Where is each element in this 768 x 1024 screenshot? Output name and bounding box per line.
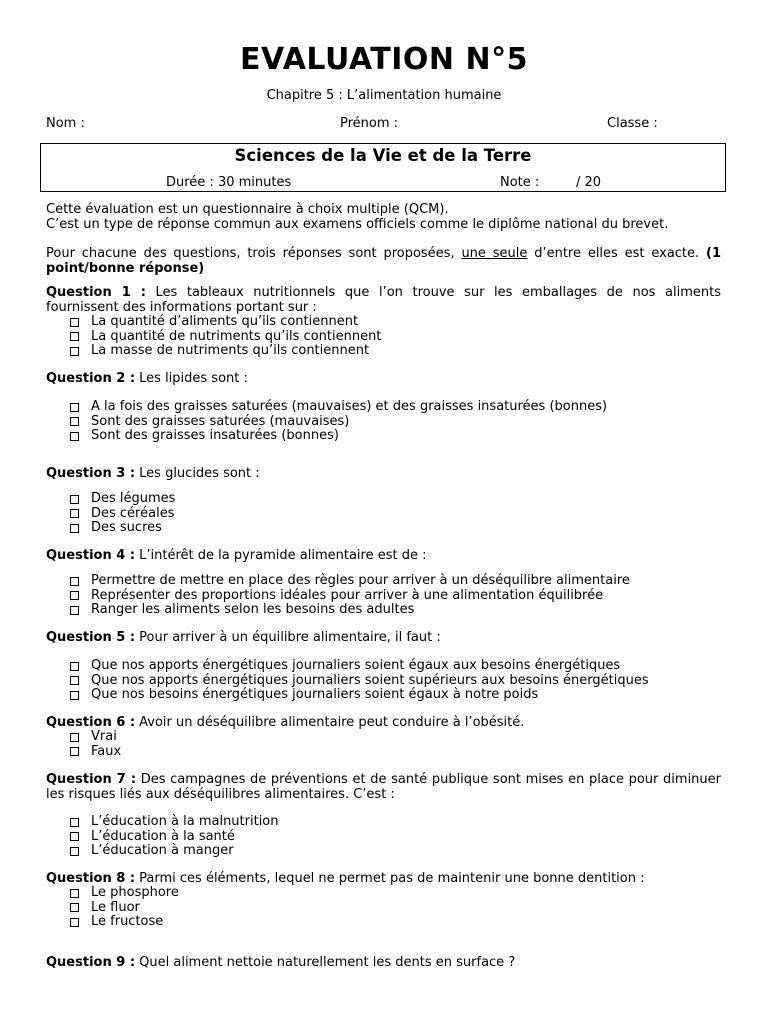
checkbox-icon[interactable] (70, 591, 79, 600)
checkbox-icon[interactable] (70, 818, 79, 827)
option-8c[interactable] (70, 915, 179, 930)
option-1b[interactable] (70, 330, 381, 345)
checkbox-icon[interactable] (70, 918, 79, 927)
nom-label: Nom : (46, 116, 85, 131)
option-5a[interactable] (70, 659, 649, 674)
question-7-text: Des campagnes de préventions et de santé publique sont mises en place pour diminuer les risques liés aux déséquilibres alimentaires. C’est : (46, 772, 722, 802)
option-label: Le phosphore (91, 885, 179, 900)
option-3b[interactable] (70, 507, 175, 522)
option-label: Des légumes (91, 491, 176, 506)
question-4-label: Question 4 : (46, 548, 136, 563)
option-4a[interactable] (70, 574, 630, 589)
checkbox-icon[interactable] (70, 889, 79, 898)
option-4c[interactable] (70, 603, 630, 618)
question-8-text: Parmi ces éléments, lequel ne permet pas de maintenir une bonne dentition : (135, 871, 645, 886)
option-6b[interactable] (70, 745, 121, 760)
question-2-label: Question 2 : (46, 371, 136, 386)
question-1-options (70, 315, 381, 359)
option-label: Sont des graisses insaturées (bonnes) (91, 428, 339, 443)
option-2a[interactable] (70, 400, 607, 415)
option-label: L’éducation à la santé (91, 828, 235, 844)
option-2b[interactable] (70, 415, 607, 430)
option-1c[interactable] (70, 344, 381, 359)
option-5b[interactable] (70, 674, 649, 689)
option-7c[interactable] (70, 844, 279, 859)
option-7a[interactable] (70, 815, 279, 830)
option-1a[interactable] (70, 315, 381, 330)
option-label: Que nos apports énergétiques journaliers soient supérieurs aux besoins énergétiques (91, 672, 649, 688)
question-5-options (70, 659, 649, 703)
rule-text-2: d’entre elles est exacte. (527, 246, 706, 261)
option-label: Des céréales (91, 505, 175, 521)
question-1-text: Les tableaux nutritionnels que l’on trouve sur les emballages de nos aliments fournissent des informations portant sur : (46, 285, 721, 315)
option-label: Que nos besoins énergétiques journaliers soient égaux à notre poids (91, 687, 539, 702)
option-2c[interactable] (70, 429, 607, 444)
option-label: Sont des graisses saturées (mauvaises) (91, 413, 350, 429)
subject-box (40, 143, 726, 192)
question-3-label: Question 3 : (46, 466, 136, 481)
question-3-options (70, 492, 175, 536)
checkbox-icon[interactable] (70, 662, 79, 671)
question-7 (46, 773, 721, 802)
question-6-text: Avoir un déséquilibre alimentaire peut conduire à l’obésité. (135, 715, 525, 730)
question-5 (46, 631, 721, 646)
checkbox-icon[interactable] (70, 676, 79, 685)
rule-underlined: une seule (461, 246, 528, 261)
question-3-text: Les glucides sont : (135, 466, 260, 481)
checkbox-icon[interactable] (70, 347, 79, 356)
option-3c[interactable] (70, 521, 175, 536)
option-6a[interactable] (70, 730, 121, 745)
option-4b[interactable] (70, 589, 630, 604)
classe-label: Classe : (607, 116, 658, 131)
page-title: EVALUATION N°5 (240, 42, 528, 77)
checkbox-icon[interactable] (70, 403, 79, 412)
question-7-options (70, 815, 279, 859)
question-1 (46, 286, 721, 315)
question-3 (46, 467, 721, 482)
question-5-label: Question 5 : (46, 630, 136, 645)
option-8b[interactable] (70, 901, 179, 916)
question-8-options (70, 886, 179, 930)
option-label: La quantité de nutriments qu’ils contiennent (91, 328, 382, 344)
option-8a[interactable] (70, 886, 179, 901)
checkbox-icon[interactable] (70, 606, 79, 615)
checkbox-icon[interactable] (70, 332, 79, 341)
option-label: Permettre de mettre en place des règles pour arriver à un déséquilibre alimentaire (91, 573, 630, 588)
question-9-label: Question 9 : (46, 955, 136, 970)
question-1-label: Question 1 : (46, 285, 146, 300)
option-label: Le fructose (91, 914, 164, 929)
chapter-subtitle: Chapitre 5 : L’alimentation humaine (266, 88, 502, 103)
question-4-text: L’intérêt de la pyramide alimentaire est de : (135, 548, 427, 563)
question-5-text: Pour arriver à un équilibre alimentaire, il faut : (135, 630, 441, 645)
question-6-options (70, 730, 121, 759)
question-9 (46, 956, 721, 971)
intro-paragraph (46, 203, 721, 232)
option-label: Le fluor (91, 899, 140, 915)
checkbox-icon[interactable] (70, 903, 79, 912)
subject-title: Sciences de la Vie et de la Terre (234, 146, 532, 165)
checkbox-icon[interactable] (70, 832, 79, 841)
option-label: Ranger les aliments selon les besoins des adultes (91, 602, 415, 617)
rule-points: (1 point/bonne réponse) (46, 246, 721, 276)
intro-line-1: Cette évaluation est un questionnaire à choix multiple (QCM). (46, 202, 449, 217)
question-2-text: Les lipides sont : (135, 371, 248, 386)
question-2-options (70, 400, 607, 444)
option-label: Que nos apports énergétiques journaliers soient égaux aux besoins énergétiques (91, 658, 621, 673)
note-label: Note : (500, 175, 540, 190)
checkbox-icon[interactable] (70, 432, 79, 441)
checkbox-icon[interactable] (70, 577, 79, 586)
intro-line-2: C’est un type de réponse commun aux examens officiels comme le diplôme national du brevet. (46, 216, 669, 232)
question-8-label: Question 8 : (46, 871, 136, 886)
checkbox-icon[interactable] (70, 509, 79, 518)
checkbox-icon[interactable] (70, 691, 79, 700)
option-label: Représenter des proportions idéales pour arriver à une alimentation équilibrée (91, 587, 604, 603)
checkbox-icon[interactable] (70, 733, 79, 742)
question-6 (46, 716, 721, 731)
option-label: Des sucres (91, 520, 162, 535)
rule-text-1: Pour chacune des questions, trois réponses sont proposées, (46, 246, 462, 261)
checkbox-icon[interactable] (70, 417, 79, 426)
duration-text: Durée : 30 minutes (166, 175, 292, 190)
prenom-label: Prénom : (340, 116, 399, 131)
checkbox-icon[interactable] (70, 524, 79, 533)
question-6-label: Question 6 : (46, 715, 136, 730)
option-7b[interactable] (70, 830, 279, 845)
checkbox-icon[interactable] (70, 747, 79, 756)
option-5c[interactable] (70, 688, 649, 703)
checkbox-icon[interactable] (70, 318, 79, 327)
option-3a[interactable] (70, 492, 175, 507)
option-label: La masse de nutriments qu’ils contiennent (91, 343, 370, 358)
checkbox-icon[interactable] (70, 495, 79, 504)
question-4-options (70, 574, 630, 618)
question-2 (46, 372, 721, 387)
option-label: Vrai (91, 729, 117, 744)
note-total: / 20 (576, 175, 602, 190)
question-7-label: Question 7 : (46, 772, 137, 787)
question-4 (46, 549, 721, 564)
option-label: La quantité d’aliments qu’ils contiennent (91, 314, 359, 329)
option-label: A la fois des graisses saturées (mauvaises) et des graisses insaturées (bonnes) (91, 399, 608, 414)
rule-paragraph (46, 247, 721, 276)
checkbox-icon[interactable] (70, 847, 79, 856)
option-label: L’éducation à la malnutrition (91, 814, 279, 829)
option-label: L’éducation à manger (91, 843, 234, 858)
option-label: Faux (91, 743, 122, 759)
question-9-text: Quel aliment nettoie naturellement les dents en surface ? (135, 955, 516, 970)
